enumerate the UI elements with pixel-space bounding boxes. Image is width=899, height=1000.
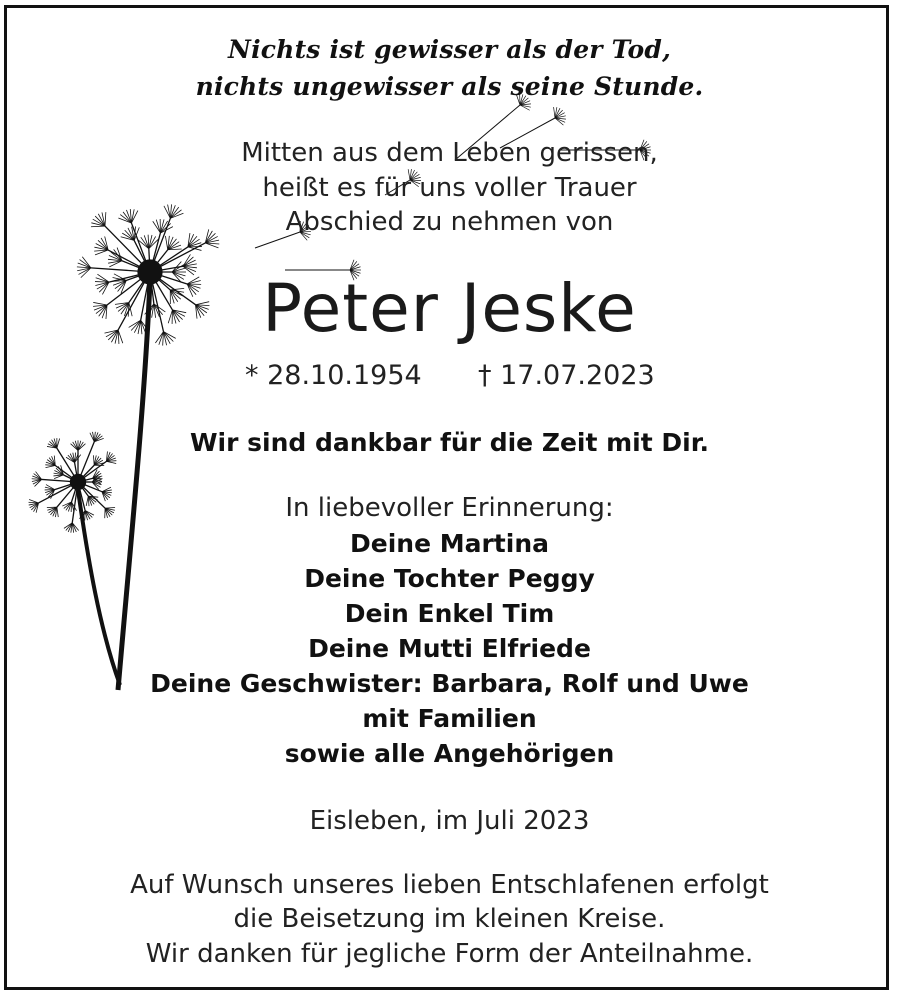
mourner-line: Dein Enkel Tim: [344, 599, 555, 628]
intro-line-1: Mitten aus dem Leben gerissen,: [241, 138, 658, 168]
seed-tuft: [165, 236, 167, 250]
mourner-line: Deine Martina: [350, 529, 549, 558]
motto-line-2: nichts ungewisser als seine Stunde.: [195, 72, 704, 101]
seed-tuft: [46, 465, 56, 467]
closing-line-3: Wir danken für jegliche Form der Anteilnahme.: [145, 939, 754, 969]
intro-line-2: heißt es für uns voller Trauer: [262, 173, 637, 203]
flying-seed-tuft: [554, 107, 555, 118]
seed-core: [70, 474, 85, 489]
closing-line-1: Auf Wunsch unseres lieben Entschlafenen erfolgt: [130, 870, 769, 900]
mourner-line: sowie alle Angehörigen: [284, 739, 615, 768]
thanks-line: Wir sind dankbar für die Zeit mit Dir.: [189, 428, 709, 457]
deceased-name: Peter Jeske: [262, 270, 637, 347]
mourner-line: Deine Mutti Elfriede: [308, 634, 591, 663]
mourner-line: mit Familien: [362, 704, 537, 733]
closing-line-2: die Beisetzung im kleinen Kreise.: [233, 904, 666, 934]
seed-tuft: [106, 461, 116, 463]
death-date: † 17.07.2023: [478, 360, 655, 391]
mourner-line: Deine Tochter Peggy: [304, 564, 595, 593]
birth-date: * 28.10.1954: [245, 360, 422, 391]
mourner-line: Deine Geschwister: Barbara, Rolf und Uwe: [150, 669, 749, 698]
intro-line-3: Abschied zu nehmen von: [285, 207, 614, 237]
place-date: Eisleben, im Juli 2023: [309, 806, 590, 836]
memory-heading: In liebevoller Erinnerung:: [285, 493, 614, 523]
motto-line-1: Nichts ist gewisser als der Tod,: [228, 35, 671, 64]
